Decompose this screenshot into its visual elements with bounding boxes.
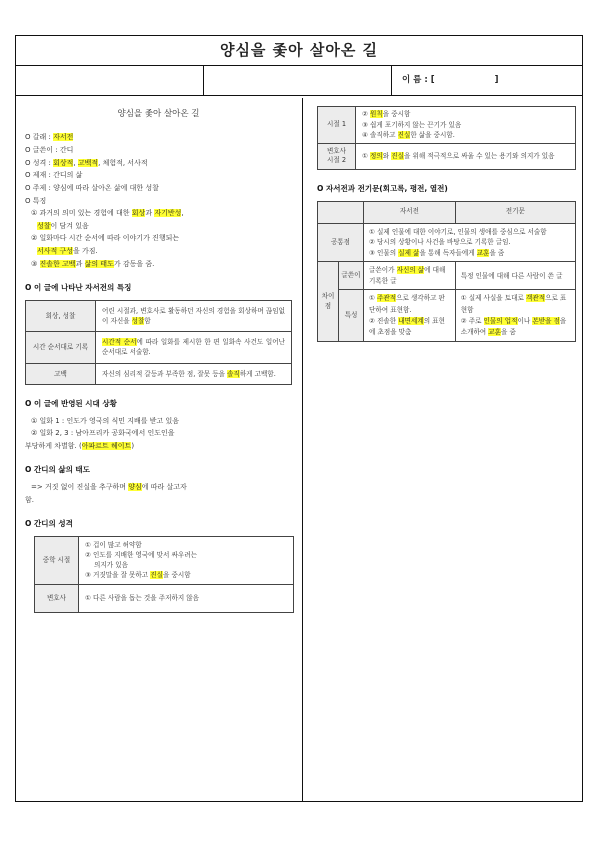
comparison-table: [317, 201, 576, 343]
name-field[interactable]: [392, 66, 582, 95]
features-heading: O 특징: [25, 196, 47, 205]
section-life-attitude: O 간디의 삶의 태도: [25, 465, 90, 475]
feature-label: 특성: [338, 290, 363, 342]
attitude-line: => 거짓 없이 진실을 추구하며 양심에 따라 살고자: [31, 483, 187, 491]
worksheet-title: 양심을 좇아 살아온 길: [16, 36, 582, 66]
context-line-1: ① 일화 1 : 인도가 영국의 식민 지배를 받고 있음: [31, 416, 180, 425]
table-row: [318, 223, 576, 262]
row-label: 고백: [26, 363, 96, 384]
row-label: 시간 순서대로 기록: [26, 332, 96, 363]
table-row: [35, 584, 294, 612]
material-line: O 제재 : 간디의 삶: [25, 171, 83, 180]
column-header-biography: 전기문: [455, 201, 575, 223]
worksheet: [15, 35, 583, 802]
corner-cell: [318, 201, 364, 223]
row-content: ① 겁이 많고 허약함 ② 인도를 지배한 영국에 맞서 싸우려는 의지가 있음 ③ 거짓말을 잘 못하고 진실을 중시함: [79, 536, 294, 584]
text-title: 양심을 좇아 살아온 길: [117, 109, 200, 119]
personality-table: [34, 536, 294, 613]
section-gandhi-personality: O 간디의 성격: [25, 518, 73, 528]
autobiography-features-table: [25, 300, 292, 385]
table-row: [318, 262, 576, 290]
feature-1-cont: 성찰이 담겨 있음: [37, 221, 89, 230]
feature-autobiography: ① 주관적으로 생각하고 판단하여 표현함. ② 진솔한 내면세계의 표현에 초점을 맞춤: [364, 290, 456, 342]
attitude-line-cont: 함.: [25, 495, 34, 504]
writer-label: 글쓴이: [338, 262, 363, 290]
feature-3: ③ 진솔한 고백과 삶의 태도가 감동을 줌.: [31, 259, 155, 268]
row-label: 변호사: [35, 584, 79, 612]
info-cell-2[interactable]: [204, 66, 392, 95]
row-content: ② 원칙을 중시함 ③ 쉽게 포기하지 않는 끈기가 있음 ④ 솔직하고 진실한 삶을 중시함.: [356, 107, 576, 144]
author-line: O 글쓴이 : 간디: [25, 145, 74, 154]
table-row: [26, 300, 292, 331]
worksheet-body: [16, 98, 582, 801]
row-label: 시절 1: [318, 107, 356, 144]
name-label: 이 름 : [: [402, 75, 435, 86]
row-content: ① 다른 사람을 돕는 것을 주저하지 않음: [79, 584, 294, 612]
row-label: 변호사 시절 2: [318, 143, 356, 169]
feature-2: ② 일화마다 시간 순서에 따라 이야기가 진행되는: [31, 234, 180, 243]
row-label: 중학 시절: [35, 536, 79, 584]
section-historical-context: O 이 글에 반영된 시대 상황: [25, 398, 117, 408]
info-row: [16, 66, 582, 96]
context-line-3: 부당하게 차별함. (아파르트 헤이트): [25, 441, 135, 450]
trait-line: O 성격 : 회상적, 고백적, 체험적, 서사적: [25, 158, 148, 167]
table-header-row: [318, 201, 576, 223]
table-row: [26, 363, 292, 384]
feature-2-cont: 서사적 구성을 가짐.: [37, 247, 98, 256]
section-autobiography-features: O 이 글에 나타난 자서전의 특징: [25, 282, 132, 292]
writer-autobiography: 글쓴이가 자신의 삶에 대해 기록한 글: [364, 262, 456, 290]
personality-table-cont: [317, 106, 576, 170]
row-content: 어린 시절과, 변호사로 활동하던 자신의 경험을 회상하며 끊임없이 자신을 성찰함: [96, 300, 292, 331]
table-row: [318, 107, 576, 144]
common-label: 공통점: [318, 223, 364, 262]
diff-label: 차이점: [318, 262, 339, 342]
table-row: [26, 332, 292, 363]
theme-line: O 주제 : 양심에 따라 살아온 삶에 대한 성찰: [25, 183, 159, 192]
writer-biography: 특정 인물에 대해 다른 사람이 쓴 글: [455, 262, 575, 290]
column-header-autobiography: 자서전: [364, 201, 456, 223]
left-column: [16, 98, 303, 801]
genre-line: O 갈래 : 자서전: [25, 133, 74, 142]
info-cell-1[interactable]: [16, 66, 204, 95]
row-content: 시간적 순서에 따라 일화를 제시한 한 편 일화속 사건도 일어난 순서대로 서술함.: [96, 332, 292, 363]
table-row: [318, 143, 576, 169]
row-label: 회상, 성찰: [26, 300, 96, 331]
row-content: ① 정의와 진실을 위해 적극적으로 싸울 수 있는 용기와 의지가 있음: [356, 143, 576, 169]
right-column: [303, 98, 582, 801]
context-line-2: ② 일화 2, 3 : 남아프리카 공화국에서 인도인을: [31, 429, 175, 438]
feature-biography: ① 실제 사실을 토대로 객관적으로 표현함 ② 주로 인물의 업적이나 본받을 점을 소개하여 교훈을 줌: [455, 290, 575, 342]
row-content: 자신의 심리적 갈등과 부족한 점, 잘못 등을 솔직하게 고백함.: [96, 363, 292, 384]
name-close: ]: [494, 75, 499, 86]
table-row: [318, 290, 576, 342]
section-comparison: O 자서전과 전기문(회고록, 평전, 열전): [317, 183, 448, 193]
feature-1: ① 과거의 의미 있는 경험에 대한 회상과 자기반성,: [31, 209, 184, 218]
common-content: ① 실제 인물에 대한 이야기로, 인물의 생애를 중심으로 서술함 ② 당시의 상황이나 사건을 바탕으로 기록한 글임. ③ 인물의 실제 삶을 통해 독자들에게 교훈을 줌: [364, 223, 576, 262]
table-row: [35, 536, 294, 584]
